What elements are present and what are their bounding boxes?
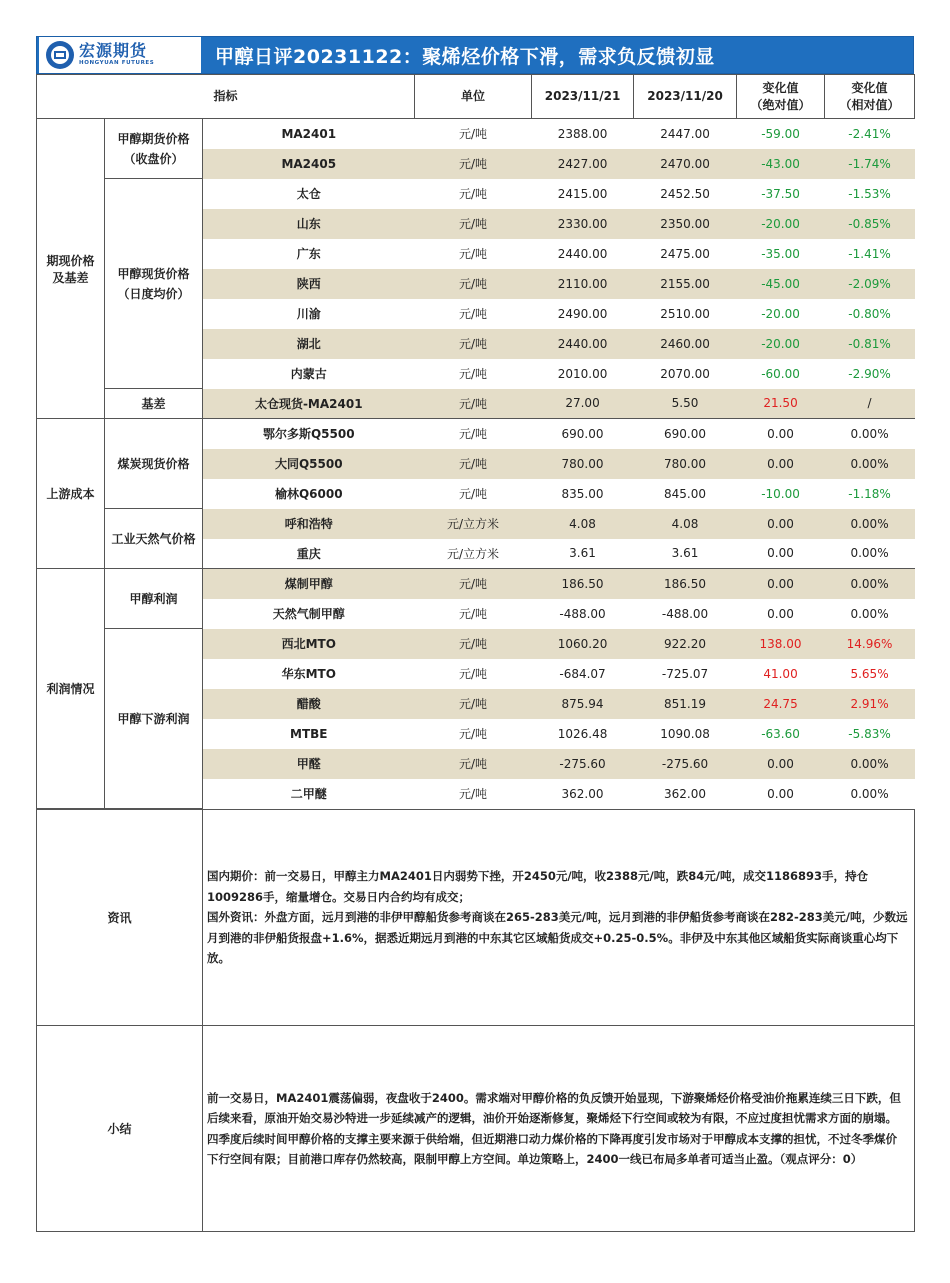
value-date-2: 851.19 xyxy=(634,689,737,719)
summary-row xyxy=(37,1026,915,1232)
news-row xyxy=(37,810,915,1026)
value-date-2: 2070.00 xyxy=(660,366,710,381)
unit-cell: 元/吨 xyxy=(415,449,532,479)
abs-change: -35.00 xyxy=(761,246,800,261)
col-date-2: 2023/11/20 xyxy=(634,75,737,119)
value-date-1: 875.94 xyxy=(532,689,634,719)
unit-cell: 元/吨 xyxy=(459,247,488,261)
table-row xyxy=(37,569,915,599)
indicator-name: 华东MTO xyxy=(281,667,336,681)
value-date-1: 2010.00 xyxy=(557,366,608,381)
rel-change: -2.90% xyxy=(848,366,891,381)
unit-cell: 元/吨 xyxy=(415,269,532,299)
unit-cell: 元/吨 xyxy=(415,209,532,239)
value-date-1: 2490.00 xyxy=(557,306,608,321)
value-date-2: 186.50 xyxy=(634,569,737,599)
value-date-1: 3.61 xyxy=(569,546,596,561)
indicator-name: MTBE xyxy=(290,726,328,741)
value-date-1: -488.00 xyxy=(559,606,606,621)
section-label: 上游成本 xyxy=(37,419,105,569)
indicator-name: 天然气制甲醇 xyxy=(272,607,345,621)
col-rel-change-line2: （相对值） xyxy=(839,97,900,112)
value-date-1: 690.00 xyxy=(532,419,634,449)
indicator-name: 榆林Q6000 xyxy=(274,487,343,501)
indicator-name: 内蒙古 xyxy=(290,367,327,381)
value-date-2: 780.00 xyxy=(634,449,737,479)
abs-change: 0.00 xyxy=(737,509,825,539)
table-row xyxy=(37,119,915,149)
table-header-row xyxy=(37,75,915,119)
abs-change: -59.00 xyxy=(761,126,800,141)
value-date-1: -684.07 xyxy=(559,666,606,681)
indicator-name: 山东 xyxy=(203,209,415,239)
indicator-name: 陕西 xyxy=(203,269,415,299)
abs-change: 0.00 xyxy=(767,546,794,561)
rel-change: / xyxy=(825,389,915,419)
value-date-1: 2415.00 xyxy=(557,186,608,201)
col-indicator: 指标 xyxy=(37,75,415,119)
unit-cell: 元/吨 xyxy=(459,127,488,142)
rel-change: 0.00% xyxy=(825,419,915,449)
value-date-2: 2475.00 xyxy=(660,246,710,261)
rel-change: -1.74% xyxy=(825,149,915,179)
abs-change: 0.00 xyxy=(737,749,825,779)
unit-cell: 元/吨 xyxy=(415,419,532,449)
summary-paragraph: 前一交易日，MA2401震荡偏弱，夜盘收于2400。需求端对甲醇价格的负反馈开始显现，下游聚烯烃价格受油价拖累连续三日下跌，但后续来看，原油开始交易沙特进一步延续减产的逻辑，油价开始逐渐修复，聚烯烃下行空间或较为有限，不应过度担忧需求方面的崩塌。四季度后续时间甲醇价格的支撑主要来源于供给端，但近期港口动力煤价格的下降再度引发市场对于甲醇成本支撑的担忧，不过冬季煤价下行空间有限；目前港口库存仍然较高，限制甲醇上方空间。单边策略上，2400一线已布局多单者可适当止盈。（观点评分：0） xyxy=(207,1090,901,1166)
table-row xyxy=(37,509,915,539)
value-date-1: 4.08 xyxy=(532,509,634,539)
value-date-1: 186.50 xyxy=(532,569,634,599)
indicator-name: 大同Q5500 xyxy=(203,449,415,479)
indicator-name: 甲醛 xyxy=(203,749,415,779)
abs-change: 0.00 xyxy=(767,786,794,801)
unit-cell: 元/吨 xyxy=(459,187,488,201)
col-rel-change-line1: 变化值 xyxy=(851,80,888,95)
value-date-2: 690.00 xyxy=(634,419,737,449)
indicator-name: 西北MTO xyxy=(203,629,415,659)
value-date-1: 780.00 xyxy=(532,449,634,479)
value-date-2: 2447.00 xyxy=(660,126,710,141)
indicator-name: 太仓现货-MA2401 xyxy=(203,389,415,419)
indicator-name: 呼和浩特 xyxy=(203,509,415,539)
news-content xyxy=(203,810,915,1026)
value-date-2: 2155.00 xyxy=(634,269,737,299)
table-row xyxy=(37,419,915,449)
abs-change: 21.50 xyxy=(737,389,825,419)
rel-change: -5.83% xyxy=(848,726,891,741)
value-date-1: 1026.48 xyxy=(557,726,608,741)
group-label: 甲醇现货价格（日度均价） xyxy=(105,179,203,389)
value-date-1: 835.00 xyxy=(561,486,604,501)
value-date-2: 2460.00 xyxy=(634,329,737,359)
group-label: 甲醇期货价格（收盘价） xyxy=(105,119,203,179)
rel-change: 5.65% xyxy=(850,666,889,681)
value-date-2: -275.60 xyxy=(634,749,737,779)
rel-change: -0.85% xyxy=(825,209,915,239)
indicator-name: 广东 xyxy=(296,247,321,261)
group-label: 甲醇利润 xyxy=(105,569,203,629)
abs-change: 0.00 xyxy=(737,569,825,599)
value-date-2: 922.20 xyxy=(634,629,737,659)
value-date-1: 2110.00 xyxy=(532,269,634,299)
value-date-2: 4.08 xyxy=(634,509,737,539)
unit-cell: 元/吨 xyxy=(415,629,532,659)
unit-cell: 元/立方米 xyxy=(447,546,500,561)
indicator-name: 重庆 xyxy=(296,546,321,561)
unit-cell: 元/吨 xyxy=(459,787,488,801)
value-date-1: -275.60 xyxy=(532,749,634,779)
section-label: 利润情况 xyxy=(37,569,105,809)
abs-change: -60.00 xyxy=(761,366,800,381)
section-label: 期现价格及基差 xyxy=(37,119,105,419)
rel-change: 2.91% xyxy=(825,689,915,719)
company-logo xyxy=(39,37,201,73)
rel-change: -1.53% xyxy=(848,186,891,201)
unit-cell: 元/吨 xyxy=(415,749,532,779)
summary-label: 小结 xyxy=(37,1026,203,1232)
indicator-name: 湖北 xyxy=(203,329,415,359)
abs-change: -20.00 xyxy=(761,306,800,321)
logo-chinese-name: 宏源期货 xyxy=(79,41,148,61)
indicator-name: 煤制甲醇 xyxy=(203,569,415,599)
abs-change: -43.00 xyxy=(737,149,825,179)
report-header xyxy=(36,36,914,74)
rel-change: 0.00% xyxy=(825,509,915,539)
rel-change: -2.41% xyxy=(848,126,891,141)
value-date-1: 2330.00 xyxy=(532,209,634,239)
value-date-2: -488.00 xyxy=(661,606,709,621)
rel-change: 0.00% xyxy=(825,449,915,479)
abs-change: -20.00 xyxy=(737,329,825,359)
table-row xyxy=(37,179,915,209)
value-date-1: 2427.00 xyxy=(532,149,634,179)
rel-change: -1.18% xyxy=(848,486,891,501)
unit-cell: 元/立方米 xyxy=(415,509,532,539)
rel-change: 0.00% xyxy=(850,606,889,621)
indicator-name: 太仓 xyxy=(296,187,321,201)
indicator-table xyxy=(36,74,915,809)
news-paragraph-overseas: 国外资讯：外盘方面，远月到港的非伊甲醇船货参考商谈在265-283美元/吨，远月到港的非伊船货参考商谈在282-283美元/吨，少数远月到港的非伊船货报盘+1.6%，据悉近期远月到港的中东其它区域船货成交+0.25-0.5%。非伊及中东其他区域船货实际商谈重心均下放。 xyxy=(207,910,908,966)
unit-cell: 元/吨 xyxy=(415,689,532,719)
col-abs-change-line2: （绝对值） xyxy=(750,97,811,112)
value-date-2: 5.50 xyxy=(634,389,737,419)
rel-change: 0.00% xyxy=(825,749,915,779)
value-date-1: 27.00 xyxy=(532,389,634,419)
report-title: 甲醇日评20231122：聚烯烃价格下滑，需求负反馈初显 xyxy=(215,45,715,68)
value-date-2: 2470.00 xyxy=(634,149,737,179)
group-label: 工业天然气价格 xyxy=(105,509,203,569)
value-date-1: 362.00 xyxy=(561,786,604,801)
value-date-1: 2440.00 xyxy=(557,246,608,261)
value-date-2: 3.61 xyxy=(671,546,699,561)
value-date-2: 2350.00 xyxy=(634,209,737,239)
col-abs-change-line1: 变化值 xyxy=(762,80,799,95)
news-label: 资讯 xyxy=(37,810,203,1026)
abs-change: -63.60 xyxy=(761,726,800,741)
table-row xyxy=(37,629,915,659)
abs-change: -37.50 xyxy=(761,186,800,201)
abs-change: 0.00 xyxy=(737,449,825,479)
unit-cell: 元/吨 xyxy=(459,667,488,681)
rel-change: -0.81% xyxy=(825,329,915,359)
value-date-2: -725.07 xyxy=(661,666,709,681)
value-date-1: 1060.20 xyxy=(532,629,634,659)
hongyuan-logo-icon xyxy=(45,40,75,70)
value-date-2: 2510.00 xyxy=(660,306,710,321)
indicator-name: MA2401 xyxy=(281,126,337,141)
col-rel-change xyxy=(825,75,915,119)
group-label: 甲醇下游利润 xyxy=(105,629,203,809)
table-row xyxy=(37,389,915,419)
abs-change: -45.00 xyxy=(737,269,825,299)
indicator-name: MA2405 xyxy=(203,149,415,179)
rel-change: -1.41% xyxy=(848,246,891,261)
unit-cell: 元/吨 xyxy=(415,569,532,599)
unit-cell: 元/吨 xyxy=(459,307,488,321)
abs-change: 0.00 xyxy=(767,606,794,621)
rel-change: 0.00% xyxy=(825,569,915,599)
col-date-1: 2023/11/21 xyxy=(532,75,634,119)
abs-change: 41.00 xyxy=(763,666,798,681)
summary-content xyxy=(203,1026,915,1232)
logo-english-name: HONGYUAN FUTURES xyxy=(79,60,155,67)
unit-cell: 元/吨 xyxy=(459,727,488,741)
value-date-1: 2440.00 xyxy=(532,329,634,359)
col-abs-change xyxy=(737,75,825,119)
rel-change: 14.96% xyxy=(825,629,915,659)
report-document xyxy=(36,36,914,1232)
unit-cell: 元/吨 xyxy=(459,367,488,381)
unit-cell: 元/吨 xyxy=(415,149,532,179)
value-date-2: 1090.08 xyxy=(660,726,710,741)
value-date-2: 362.00 xyxy=(664,786,707,801)
indicator-name: 鄂尔多斯Q5500 xyxy=(203,419,415,449)
col-unit: 单位 xyxy=(415,75,532,119)
unit-cell: 元/吨 xyxy=(415,389,532,419)
rel-change: 0.00% xyxy=(850,786,889,801)
value-date-2: 845.00 xyxy=(664,486,707,501)
value-date-1: 2388.00 xyxy=(557,126,608,141)
value-date-2: 2452.50 xyxy=(660,186,710,201)
unit-cell: 元/吨 xyxy=(415,329,532,359)
rel-change: -0.80% xyxy=(848,306,891,321)
abs-change: 24.75 xyxy=(737,689,825,719)
abs-change: -20.00 xyxy=(737,209,825,239)
indicator-name: 二甲醚 xyxy=(290,787,327,801)
rel-change: 0.00% xyxy=(850,546,889,561)
rel-change: -2.09% xyxy=(825,269,915,299)
indicator-name: 醋酸 xyxy=(203,689,415,719)
group-label: 煤炭现货价格 xyxy=(105,419,203,509)
abs-change: 138.00 xyxy=(737,629,825,659)
text-sections xyxy=(36,809,915,1232)
indicator-name: 川渝 xyxy=(296,307,321,321)
abs-change: 0.00 xyxy=(737,419,825,449)
abs-change: -10.00 xyxy=(761,486,800,501)
news-paragraph-domestic: 国内期价：前一交易日，甲醇主力MA2401日内弱势下挫，开2450元/吨，收2388元/吨，跌84元/吨，成交1186893手，持仓1009286手，缩量增仓。交易日内合约均有成交； xyxy=(207,869,868,904)
unit-cell: 元/吨 xyxy=(459,607,488,621)
unit-cell: 元/吨 xyxy=(459,487,488,501)
group-label: 基差 xyxy=(105,389,203,419)
